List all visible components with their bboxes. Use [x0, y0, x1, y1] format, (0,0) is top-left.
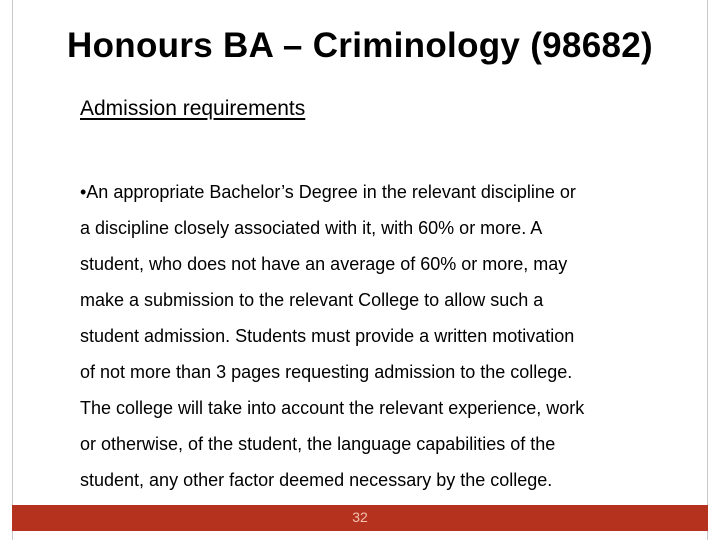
page-number: 32	[352, 509, 368, 525]
footer-bar	[12, 505, 708, 531]
text-line: make a submission to the relevant College to allow such a	[80, 290, 544, 310]
text-line: of not more than 3 pages requesting admission to the college.	[80, 362, 573, 382]
admission-text-block	[80, 174, 680, 498]
section-heading: Admission requirements	[80, 97, 306, 120]
text-line: a discipline closely associated with it, with 60% or more. A	[80, 218, 543, 238]
text-line: or otherwise, of the student, the language capabilities of the	[80, 434, 556, 454]
text-line: •An appropriate Bachelor’s Degree in the relevant discipline or	[80, 182, 576, 202]
text-line: student admission. Students must provide a written motivation	[80, 326, 575, 346]
text-line: The college will take into account the relevant experience, work	[80, 398, 585, 418]
text-line: student, who does not have an average of 60% or more, may	[80, 254, 568, 274]
slide-title: Honours BA – Criminology (98682)	[67, 26, 653, 65]
text-line: student, any other factor deemed necessary by the college.	[80, 470, 553, 490]
